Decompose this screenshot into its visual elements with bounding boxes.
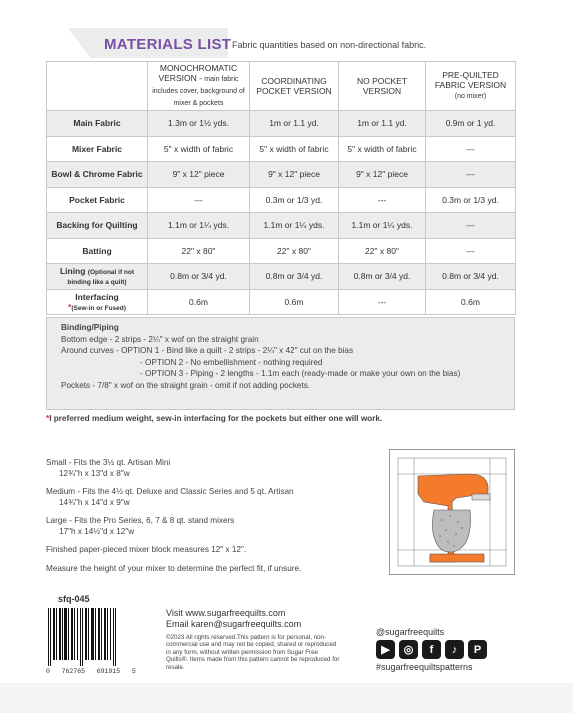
page-title: MATERIALS LIST bbox=[104, 36, 232, 53]
table-row-bowl-chrome: Bowl & Chrome Fabric 9" x 12" piece 9" x 12" piece 9" x 12" piece --- bbox=[47, 162, 516, 188]
table-row-lining: Lining (Optional if not binding like a quilt) 0.8m or 3/4 yd. 0.8m or 3/4 yd. 0.8m or 3/4 yd. 0.8m or 3/4 yd. bbox=[47, 264, 516, 290]
youtube-icon[interactable]: ▶ bbox=[376, 640, 395, 659]
social-handle: @sugarfreequilts bbox=[376, 627, 445, 637]
table-row-main-fabric: Main Fabric 1.3m or 1½ yds. 1m or 1.1 yd. 1m or 1.1 yd. 0.9m or 1 yd. bbox=[47, 111, 516, 137]
header-empty-cell bbox=[47, 62, 148, 111]
contact-info bbox=[166, 608, 301, 630]
social-icons bbox=[376, 640, 487, 659]
notes-line: Pockets - 7/8" x wof on the straight grain - omit if not adding pockets. bbox=[61, 380, 311, 390]
block-size-note: Finished paper-pieced mixer block measures 12" x 12". bbox=[46, 545, 247, 554]
column-header-coordinating: COORDINATING POCKET VERSION bbox=[250, 62, 339, 111]
measure-note: Measure the height of your mixer to determine the perfect fit, if unsure. bbox=[46, 563, 302, 573]
notes-line: - OPTION 2 - No embellishment - nothing required bbox=[140, 357, 323, 367]
tiktok-icon[interactable]: ♪ bbox=[445, 640, 464, 659]
table-header-row bbox=[47, 62, 516, 111]
barcode-number: 0 762765 691915 5 bbox=[46, 668, 136, 675]
barcode-graphic bbox=[46, 608, 118, 666]
notes-line: Around curves - OPTION 1 - Bind like a quilt - 2 strips - 2¼" x 42" cut on the bias bbox=[61, 346, 354, 355]
size-medium: Medium - Fits the 4½ qt. Deluxe and Classic Series and 5 qt. Artisan 14¾"h x 14"d x 9"w bbox=[46, 487, 294, 507]
hashtag: #sugarfreequiltspatterns bbox=[376, 662, 473, 672]
pattern-sku: sfq-045 bbox=[58, 594, 90, 604]
website-link[interactable]: Visit www.sugarfreequilts.com bbox=[166, 608, 286, 618]
table-row-mixer-fabric: Mixer Fabric 5" x width of fabric 5" x width of fabric 5" x width of fabric --- bbox=[47, 136, 516, 162]
table-row-batting: Batting 22" x 80" 22" x 80" 22" x 80" --- bbox=[47, 238, 516, 264]
facebook-icon[interactable]: f bbox=[422, 640, 441, 659]
column-header-monochromatic: MONOCHROMATIC VERSION - main fabric includes cover, background of mixer & pockets bbox=[148, 62, 250, 111]
copyright-notice: ©2023 All rights reserved.This pattern is for personal, non-commercial use and may not be copied, shared or reproduced in any form, without written permission from Sugar Free Quilts®. Items made from this pattern cannot be reproduced for resale. bbox=[166, 634, 340, 671]
table-row-backing: Backing for Quilting 1.1m or 1¼ yds. 1.1m or 1¼ yds. 1.1m or 1¼ yds. --- bbox=[47, 213, 516, 239]
instagram-icon[interactable]: ◎ bbox=[399, 640, 418, 659]
table-row-pocket-fabric: Pocket Fabric --- 0.3m or 1/3 yd. --- 0.3m or 1/3 yd. bbox=[47, 187, 516, 213]
mixer-block-illustration bbox=[390, 450, 514, 574]
binding-piping-notes bbox=[46, 317, 515, 410]
page-subtitle: Fabric quantities based on non-directional fabric. bbox=[232, 40, 427, 50]
materials-table bbox=[46, 61, 516, 315]
notes-line: - OPTION 3 - Piping - 2 lengths - 1.1m each (ready-made or make your own on the bias) bbox=[140, 369, 461, 378]
email-link[interactable]: Email karen@sugarfreequilts.com bbox=[166, 619, 302, 629]
size-list bbox=[46, 458, 366, 582]
interfacing-footnote: *I preferred medium weight, sew-in interfacing for the pockets but either one will work. bbox=[46, 414, 383, 423]
notes-line: Bottom edge - 2 strips - 2¼" x wof on the straight grain bbox=[61, 334, 259, 344]
size-small: Small - Fits the 3½ qt. Artisan Mini 12¾"h x 13"d x 8"w bbox=[46, 458, 171, 478]
table-row-interfacing: Interfacing *(Sew-in or Fused) 0.6m 0.6m --- 0.6m bbox=[47, 289, 516, 315]
bottom-shade bbox=[0, 683, 573, 713]
size-large: Large - Fits the Pro Series, 6, 7 & 8 qt. stand mixers 17"h x 14½"d x 12"w bbox=[46, 516, 235, 536]
mixer-block-diagram bbox=[389, 449, 515, 575]
notes-heading: Binding/Piping bbox=[61, 323, 119, 332]
column-header-no-pocket: NO POCKET VERSION bbox=[339, 62, 426, 111]
column-header-pre-quilted: PRE-QUILTED FABRIC VERSION (no mixer) bbox=[426, 62, 516, 111]
pinterest-icon[interactable]: P bbox=[468, 640, 487, 659]
